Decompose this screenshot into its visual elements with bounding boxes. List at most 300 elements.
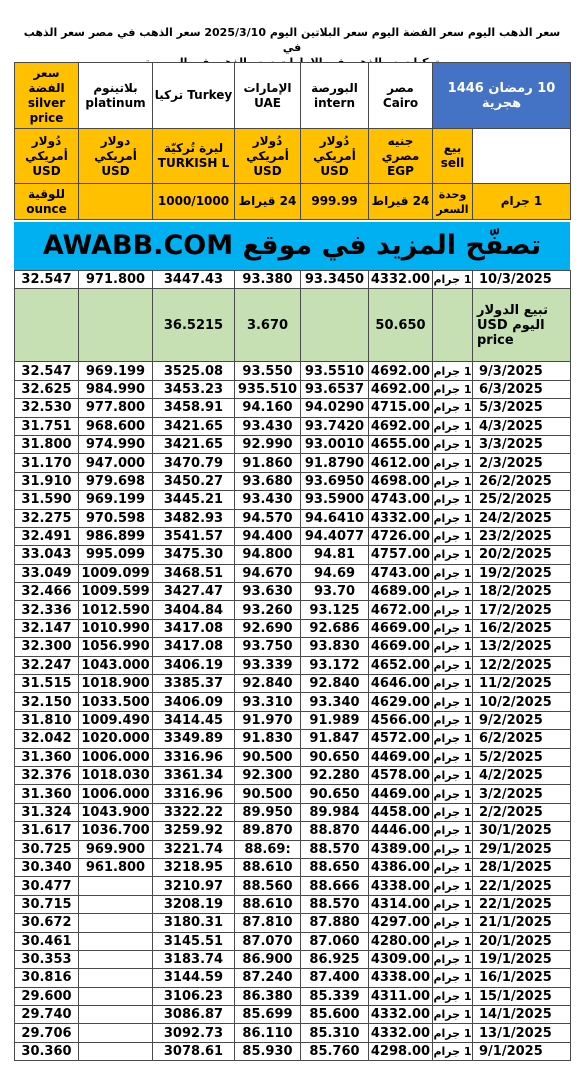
table-row — [15, 527, 571, 545]
cairo-cell: 4692.00 — [369, 380, 433, 398]
silver-cell: 33.043 — [15, 546, 79, 564]
silver-cell: 30.477 — [15, 877, 79, 895]
uae-cell: 93.380 — [235, 271, 301, 289]
prices-table — [14, 270, 571, 1061]
table-row — [15, 932, 571, 950]
silver-cell: 31.170 — [15, 454, 79, 472]
table-row — [15, 748, 571, 766]
table-row — [15, 546, 571, 564]
turkey-cell: 3541.57 — [153, 527, 235, 545]
table-row — [15, 271, 571, 289]
turkey-cell: 3208.19 — [153, 895, 235, 913]
uae-cell: 89.950 — [235, 803, 301, 821]
table-row — [15, 858, 571, 876]
table-row — [15, 675, 571, 693]
date-cell: 28/1/2025 — [473, 858, 571, 876]
turkey-cell: 3385.37 — [153, 675, 235, 693]
cairo-cell: 4309.00 — [369, 950, 433, 968]
platinum-cell: 961.800 — [79, 858, 153, 876]
silver-cell: 31.810 — [15, 711, 79, 729]
turkey-cell: 3470.79 — [153, 454, 235, 472]
date-cell: 6/3/2025 — [473, 380, 571, 398]
unit-cell: 1 جرام — [433, 399, 473, 417]
turkey-cell: 3316.96 — [153, 748, 235, 766]
silver-cell: 31.360 — [15, 785, 79, 803]
intern-cell: 93.5900 — [301, 491, 369, 509]
gram-label: 1 جرام — [473, 184, 571, 220]
date-cell: 24/2/2025 — [473, 509, 571, 527]
intern-header: البورصة intern — [301, 63, 369, 129]
turkey-cell: 3525.08 — [153, 362, 235, 380]
uae-cell: 92.690 — [235, 619, 301, 637]
turkey-cell: 3453.23 — [153, 380, 235, 398]
cairo-cell: 4386.00 — [369, 858, 433, 876]
uae-cell: 89.870 — [235, 822, 301, 840]
table-row — [15, 950, 571, 968]
usd-label-cell: تبيع الدولار اليوم USD price — [473, 289, 571, 362]
intern-cell: 94.69 — [301, 564, 369, 582]
uae-cell: 86.380 — [235, 987, 301, 1005]
platinum-cell: 969.199 — [79, 491, 153, 509]
cairo-cell: 4612.00 — [369, 454, 433, 472]
turkey-cell: 3106.23 — [153, 987, 235, 1005]
uae-cell: 92.990 — [235, 435, 301, 453]
uae-cell: 93.430 — [235, 491, 301, 509]
unit-cell: 1 جرام — [433, 932, 473, 950]
unit-cell: 1 جرام — [433, 583, 473, 601]
silver-cell: 31.910 — [15, 472, 79, 490]
silver-cell: 32.336 — [15, 601, 79, 619]
platinum-cell: 970.598 — [79, 509, 153, 527]
unit-cell: 1 جرام — [433, 785, 473, 803]
uae-cell: 90.500 — [235, 785, 301, 803]
turkey-header: تركيا Turkey — [153, 63, 235, 129]
cairo-cell: 4655.00 — [369, 435, 433, 453]
turkey-cell: 3145.51 — [153, 932, 235, 950]
silver-cell: 30.715 — [15, 895, 79, 913]
usd-empty-cell — [301, 289, 369, 362]
table-row — [15, 601, 571, 619]
table-row — [15, 472, 571, 490]
silver-cell: 30.672 — [15, 914, 79, 932]
unit-cell: 1 جرام — [433, 969, 473, 987]
cairo-cell: 4692.00 — [369, 362, 433, 380]
cairo-cell: 4757.00 — [369, 546, 433, 564]
turkey-cell: 3361.34 — [153, 766, 235, 784]
title-line-1: سعر الذهب اليوم سعر الفضة اليوم سعر البلاتين اليوم 2025/3/10 سعر الذهب في مصر سعر الذهب في — [23, 26, 561, 54]
silver-cell: 32.042 — [15, 730, 79, 748]
date-cell: 16/2/2025 — [473, 619, 571, 637]
intern-cell: 94.0290 — [301, 399, 369, 417]
cairo-cell: 4698.00 — [369, 472, 433, 490]
silver-cell: 29.740 — [15, 1006, 79, 1024]
turkey-cell: 3468.51 — [153, 564, 235, 582]
unit-cell: 1 جرام — [433, 417, 473, 435]
cairo-cell: 4297.00 — [369, 914, 433, 932]
usd-empty-cell — [15, 289, 79, 362]
turkey-cell: 3450.27 — [153, 472, 235, 490]
date-cell: 21/1/2025 — [473, 914, 571, 932]
uae-cell: 93.310 — [235, 693, 301, 711]
turkey-cell: 3144.59 — [153, 969, 235, 987]
turkey-cell: 3417.08 — [153, 638, 235, 656]
uae-cell: 85.699 — [235, 1006, 301, 1024]
unit-cell: 1 جرام — [433, 822, 473, 840]
platinum-cell — [79, 950, 153, 968]
cairo-cell: 4629.00 — [369, 693, 433, 711]
intern-cell: 94.81 — [301, 546, 369, 564]
intern-cell: 93.172 — [301, 656, 369, 674]
date-cell: 11/2/2025 — [473, 675, 571, 693]
date-cell: 13/1/2025 — [473, 1024, 571, 1042]
turkey-cell: 3475.30 — [153, 546, 235, 564]
uae-cell: 91.830 — [235, 730, 301, 748]
intern-cell: 88.650 — [301, 858, 369, 876]
platinum-cell — [79, 895, 153, 913]
turkey-cell: 3078.61 — [153, 1042, 235, 1060]
date-cell: 30/1/2025 — [473, 822, 571, 840]
silver-cell: 31.360 — [15, 748, 79, 766]
intern-cell: 91.847 — [301, 730, 369, 748]
platinum-cell: 1056.990 — [79, 638, 153, 656]
platinum-cell: 1036.700 — [79, 822, 153, 840]
silver-cell: 32.300 — [15, 638, 79, 656]
table-row — [15, 693, 571, 711]
silver-cell: 32.247 — [15, 656, 79, 674]
uae-header: الإمارات UAE — [235, 63, 301, 129]
uae-cell: 94.800 — [235, 546, 301, 564]
turkey-cell: 3406.09 — [153, 693, 235, 711]
cairo-karat: 24 قيراط — [369, 184, 433, 220]
table-row — [15, 380, 571, 398]
platinum-cell: 971.800 — [79, 271, 153, 289]
cairo-cell: 4469.00 — [369, 748, 433, 766]
uae-cell: 94.160 — [235, 399, 301, 417]
cairo-cell: 4652.00 — [369, 656, 433, 674]
intern-cell: 92.840 — [301, 675, 369, 693]
turkey-cell: 3221.74 — [153, 840, 235, 858]
turkey-cell: 3447.43 — [153, 271, 235, 289]
unit-cell: 1 جرام — [433, 362, 473, 380]
date-cell: 17/2/2025 — [473, 601, 571, 619]
silver-cell: 30.816 — [15, 969, 79, 987]
intern-cell: 88.870 — [301, 822, 369, 840]
platinum-cell: 977.800 — [79, 399, 153, 417]
header-row-units — [15, 184, 571, 220]
cairo-cell: 4572.00 — [369, 730, 433, 748]
turkey-cell: 3421.65 — [153, 435, 235, 453]
unit-cell: 1 جرام — [433, 509, 473, 527]
platinum-currency: دولار أمريكي USD — [79, 129, 153, 184]
unit-cell: 1 جرام — [433, 840, 473, 858]
silver-cell: 31.751 — [15, 417, 79, 435]
unit-cell: 1 جرام — [433, 435, 473, 453]
intern-cell: 93.5510 — [301, 362, 369, 380]
platinum-cell: 968.600 — [79, 417, 153, 435]
website-banner: تصفّح المزيد في موقع AWABB.COM — [14, 222, 570, 270]
cairo-cell: 4298.00 — [369, 1042, 433, 1060]
intern-cell: 85.339 — [301, 987, 369, 1005]
silver-cell: 30.353 — [15, 950, 79, 968]
platinum-cell: 979.698 — [79, 472, 153, 490]
unit-cell: 1 جرام — [433, 675, 473, 693]
table-row — [15, 1024, 571, 1042]
table-row — [15, 785, 571, 803]
date-cell: 3/3/2025 — [473, 435, 571, 453]
unit-cell: 1 جرام — [433, 711, 473, 729]
date-cell: 4/2/2025 — [473, 766, 571, 784]
turkey-cell: 3183.74 — [153, 950, 235, 968]
platinum-cell: 1010.990 — [79, 619, 153, 637]
platinum-cell — [79, 914, 153, 932]
platinum-cell: 986.899 — [79, 527, 153, 545]
uae-cell: 94.570 — [235, 509, 301, 527]
unit-cell: 1 جرام — [433, 472, 473, 490]
uae-cell: 85.930 — [235, 1042, 301, 1060]
intern-cell: 90.650 — [301, 748, 369, 766]
unit-cell: 1 جرام — [433, 454, 473, 472]
usd-cairo-cell: 50.650 — [369, 289, 433, 362]
unit-cell: 1 جرام — [433, 564, 473, 582]
intern-cell: 92.280 — [301, 766, 369, 784]
intern-cell: 87.400 — [301, 969, 369, 987]
turkey-cell: 3414.45 — [153, 711, 235, 729]
header-row-countries — [15, 63, 571, 129]
unit-cell: 1 جرام — [433, 546, 473, 564]
silver-cell: 29.600 — [15, 987, 79, 1005]
platinum-cell: 969.900 — [79, 840, 153, 858]
turkey-cell: 3404.84 — [153, 601, 235, 619]
unit-cell: 1 جرام — [433, 638, 473, 656]
date-cell: 29/1/2025 — [473, 840, 571, 858]
intern-cell: 93.340 — [301, 693, 369, 711]
uae-cell: 87.240 — [235, 969, 301, 987]
cairo-cell: 4669.00 — [369, 619, 433, 637]
date-cell: 9/2/2025 — [473, 711, 571, 729]
silver-cell: 31.324 — [15, 803, 79, 821]
uae-karat: 24 قيراط — [235, 184, 301, 220]
uae-cell: 93.260 — [235, 601, 301, 619]
platinum-cell: 1018.030 — [79, 766, 153, 784]
intern-cell: 85.600 — [301, 1006, 369, 1024]
platinum-cell: 1043.000 — [79, 656, 153, 674]
silver-cell: 32.530 — [15, 399, 79, 417]
turkey-cell: 3218.95 — [153, 858, 235, 876]
turkey-cell: 3180.31 — [153, 914, 235, 932]
intern-cell: 91.989 — [301, 711, 369, 729]
uae-cell: 94.670 — [235, 564, 301, 582]
table-row — [15, 454, 571, 472]
price-unit-label: وحدة السعر — [433, 184, 473, 220]
silver-cell: 31.800 — [15, 435, 79, 453]
platinum-cell: 1006.000 — [79, 748, 153, 766]
cairo-cell: 4578.00 — [369, 766, 433, 784]
date-cell: 14/1/2025 — [473, 1006, 571, 1024]
date-cell: 10/3/2025 — [473, 271, 571, 289]
intern-cell: 91.8790 — [301, 454, 369, 472]
turkey-cell: 3458.91 — [153, 399, 235, 417]
cairo-cell: 4314.00 — [369, 895, 433, 913]
table-row — [15, 803, 571, 821]
uae-cell: 87.070 — [235, 932, 301, 950]
header-table — [14, 62, 571, 220]
date-cell: 13/2/2025 — [473, 638, 571, 656]
table-row — [15, 969, 571, 987]
date-cell: 5/3/2025 — [473, 399, 571, 417]
cairo-cell: 4332.00 — [369, 509, 433, 527]
cairo-cell: 4669.00 — [369, 638, 433, 656]
turkey-cell: 3322.22 — [153, 803, 235, 821]
silver-cell: 32.491 — [15, 527, 79, 545]
uae-cell: 87.810 — [235, 914, 301, 932]
cairo-cell: 4332.00 — [369, 271, 433, 289]
platinum-cell: 1012.590 — [79, 601, 153, 619]
silver-cell: 30.725 — [15, 840, 79, 858]
platinum-cell: 984.990 — [79, 380, 153, 398]
turkey-cell: 3092.73 — [153, 1024, 235, 1042]
platinum-cell: 1043.900 — [79, 803, 153, 821]
cairo-cell: 4743.00 — [369, 491, 433, 509]
usd-turkey-cell: 36.5215 — [153, 289, 235, 362]
unit-cell: 1 جرام — [433, 858, 473, 876]
unit-cell: 1 جرام — [433, 1024, 473, 1042]
platinum-header: بلاتينوم platinum — [79, 63, 153, 129]
intern-cell: 92.686 — [301, 619, 369, 637]
date-cell: 19/2/2025 — [473, 564, 571, 582]
table-row — [15, 914, 571, 932]
platinum-cell: 1009.599 — [79, 583, 153, 601]
cairo-cell: 4692.00 — [369, 417, 433, 435]
uae-cell: 86.110 — [235, 1024, 301, 1042]
unit-cell: 1 جرام — [433, 527, 473, 545]
usd-empty-cell — [433, 289, 473, 362]
intern-cell: 85.760 — [301, 1042, 369, 1060]
intern-purity: 999.99 — [301, 184, 369, 220]
cairo-cell: 4338.00 — [369, 877, 433, 895]
cairo-cell: 4672.00 — [369, 601, 433, 619]
unit-cell: 1 جرام — [433, 895, 473, 913]
unit-cell: 1 جرام — [433, 380, 473, 398]
intern-cell: 89.984 — [301, 803, 369, 821]
turkey-currency: ليرة تُركيّة TURKISH L — [153, 129, 235, 184]
silver-cell: 32.547 — [15, 362, 79, 380]
silver-cell: 32.275 — [15, 509, 79, 527]
platinum-cell: 1006.000 — [79, 785, 153, 803]
cairo-cell: 4743.00 — [369, 564, 433, 582]
uae-cell: 88.69: — [235, 840, 301, 858]
cairo-cell: 4646.00 — [369, 675, 433, 693]
table-row — [15, 656, 571, 674]
uae-cell: 93.430 — [235, 417, 301, 435]
intern-cell: 93.6950 — [301, 472, 369, 490]
table-row — [15, 619, 571, 637]
platinum-cell — [79, 987, 153, 1005]
intern-cell: 88.666 — [301, 877, 369, 895]
silver-cell: 32.147 — [15, 619, 79, 637]
table-row — [15, 730, 571, 748]
platinum-cell: 995.099 — [79, 546, 153, 564]
intern-cell: 94.4077 — [301, 527, 369, 545]
uae-cell: 935.510 — [235, 380, 301, 398]
unit-cell: 1 جرام — [433, 601, 473, 619]
cairo-cell: 4566.00 — [369, 711, 433, 729]
turkey-cell: 3349.89 — [153, 730, 235, 748]
cairo-cell: 4280.00 — [369, 932, 433, 950]
intern-cell: 94.6410 — [301, 509, 369, 527]
intern-cell: 86.925 — [301, 950, 369, 968]
intern-cell: 88.570 — [301, 895, 369, 913]
date-cell: 25/2/2025 — [473, 491, 571, 509]
usd-price-row — [15, 289, 571, 362]
platinum-cell: 974.990 — [79, 435, 153, 453]
intern-cell: 93.70 — [301, 583, 369, 601]
platinum-cell: 1020.000 — [79, 730, 153, 748]
date-cell: 18/2/2025 — [473, 583, 571, 601]
unit-cell: 1 جرام — [433, 491, 473, 509]
platinum-cell: 1018.900 — [79, 675, 153, 693]
turkey-cell: 3259.92 — [153, 822, 235, 840]
turkey-purity: 1000/1000 — [153, 184, 235, 220]
table-row — [15, 987, 571, 1005]
intern-cell: 93.830 — [301, 638, 369, 656]
uae-cell: 86.900 — [235, 950, 301, 968]
cairo-cell: 4338.00 — [369, 969, 433, 987]
platinum-cell — [79, 1006, 153, 1024]
table-row — [15, 840, 571, 858]
date-cell: 10/2/2025 — [473, 693, 571, 711]
turkey-cell: 3417.08 — [153, 619, 235, 637]
silver-cell: 30.340 — [15, 858, 79, 876]
silver-cell: 30.461 — [15, 932, 79, 950]
cairo-cell: 4446.00 — [369, 822, 433, 840]
platinum-cell — [79, 1042, 153, 1060]
table-row — [15, 399, 571, 417]
platinum-cell — [79, 1024, 153, 1042]
hijri-date: 10 رمضان 1446 هجرية — [433, 63, 571, 129]
uae-cell: 92.300 — [235, 766, 301, 784]
uae-cell: 88.610 — [235, 895, 301, 913]
intern-cell: 93.3450 — [301, 271, 369, 289]
date-cell: 2/3/2025 — [473, 454, 571, 472]
silver-cell: 32.547 — [15, 271, 79, 289]
uae-cell: 92.840 — [235, 675, 301, 693]
cairo-cell: 4458.00 — [369, 803, 433, 821]
date-cell: 16/1/2025 — [473, 969, 571, 987]
date-cell: 3/2/2025 — [473, 785, 571, 803]
turkey-cell: 3427.47 — [153, 583, 235, 601]
cairo-cell: 4469.00 — [369, 785, 433, 803]
unit-cell: 1 جرام — [433, 766, 473, 784]
table-row — [15, 362, 571, 380]
turkey-cell: 3406.19 — [153, 656, 235, 674]
intern-cell: 90.650 — [301, 785, 369, 803]
table-row — [15, 564, 571, 582]
table-row — [15, 1006, 571, 1024]
table-row — [15, 638, 571, 656]
cairo-cell: 4389.00 — [369, 840, 433, 858]
silver-cell: 31.515 — [15, 675, 79, 693]
turkey-cell: 3421.65 — [153, 417, 235, 435]
platinum-cell — [79, 877, 153, 895]
table-row — [15, 491, 571, 509]
page-title — [14, 22, 570, 60]
table-row — [15, 711, 571, 729]
uae-cell: 93.339 — [235, 656, 301, 674]
intern-cell: 87.880 — [301, 914, 369, 932]
intern-cell: 93.0010 — [301, 435, 369, 453]
table-row — [15, 435, 571, 453]
table-row — [15, 895, 571, 913]
